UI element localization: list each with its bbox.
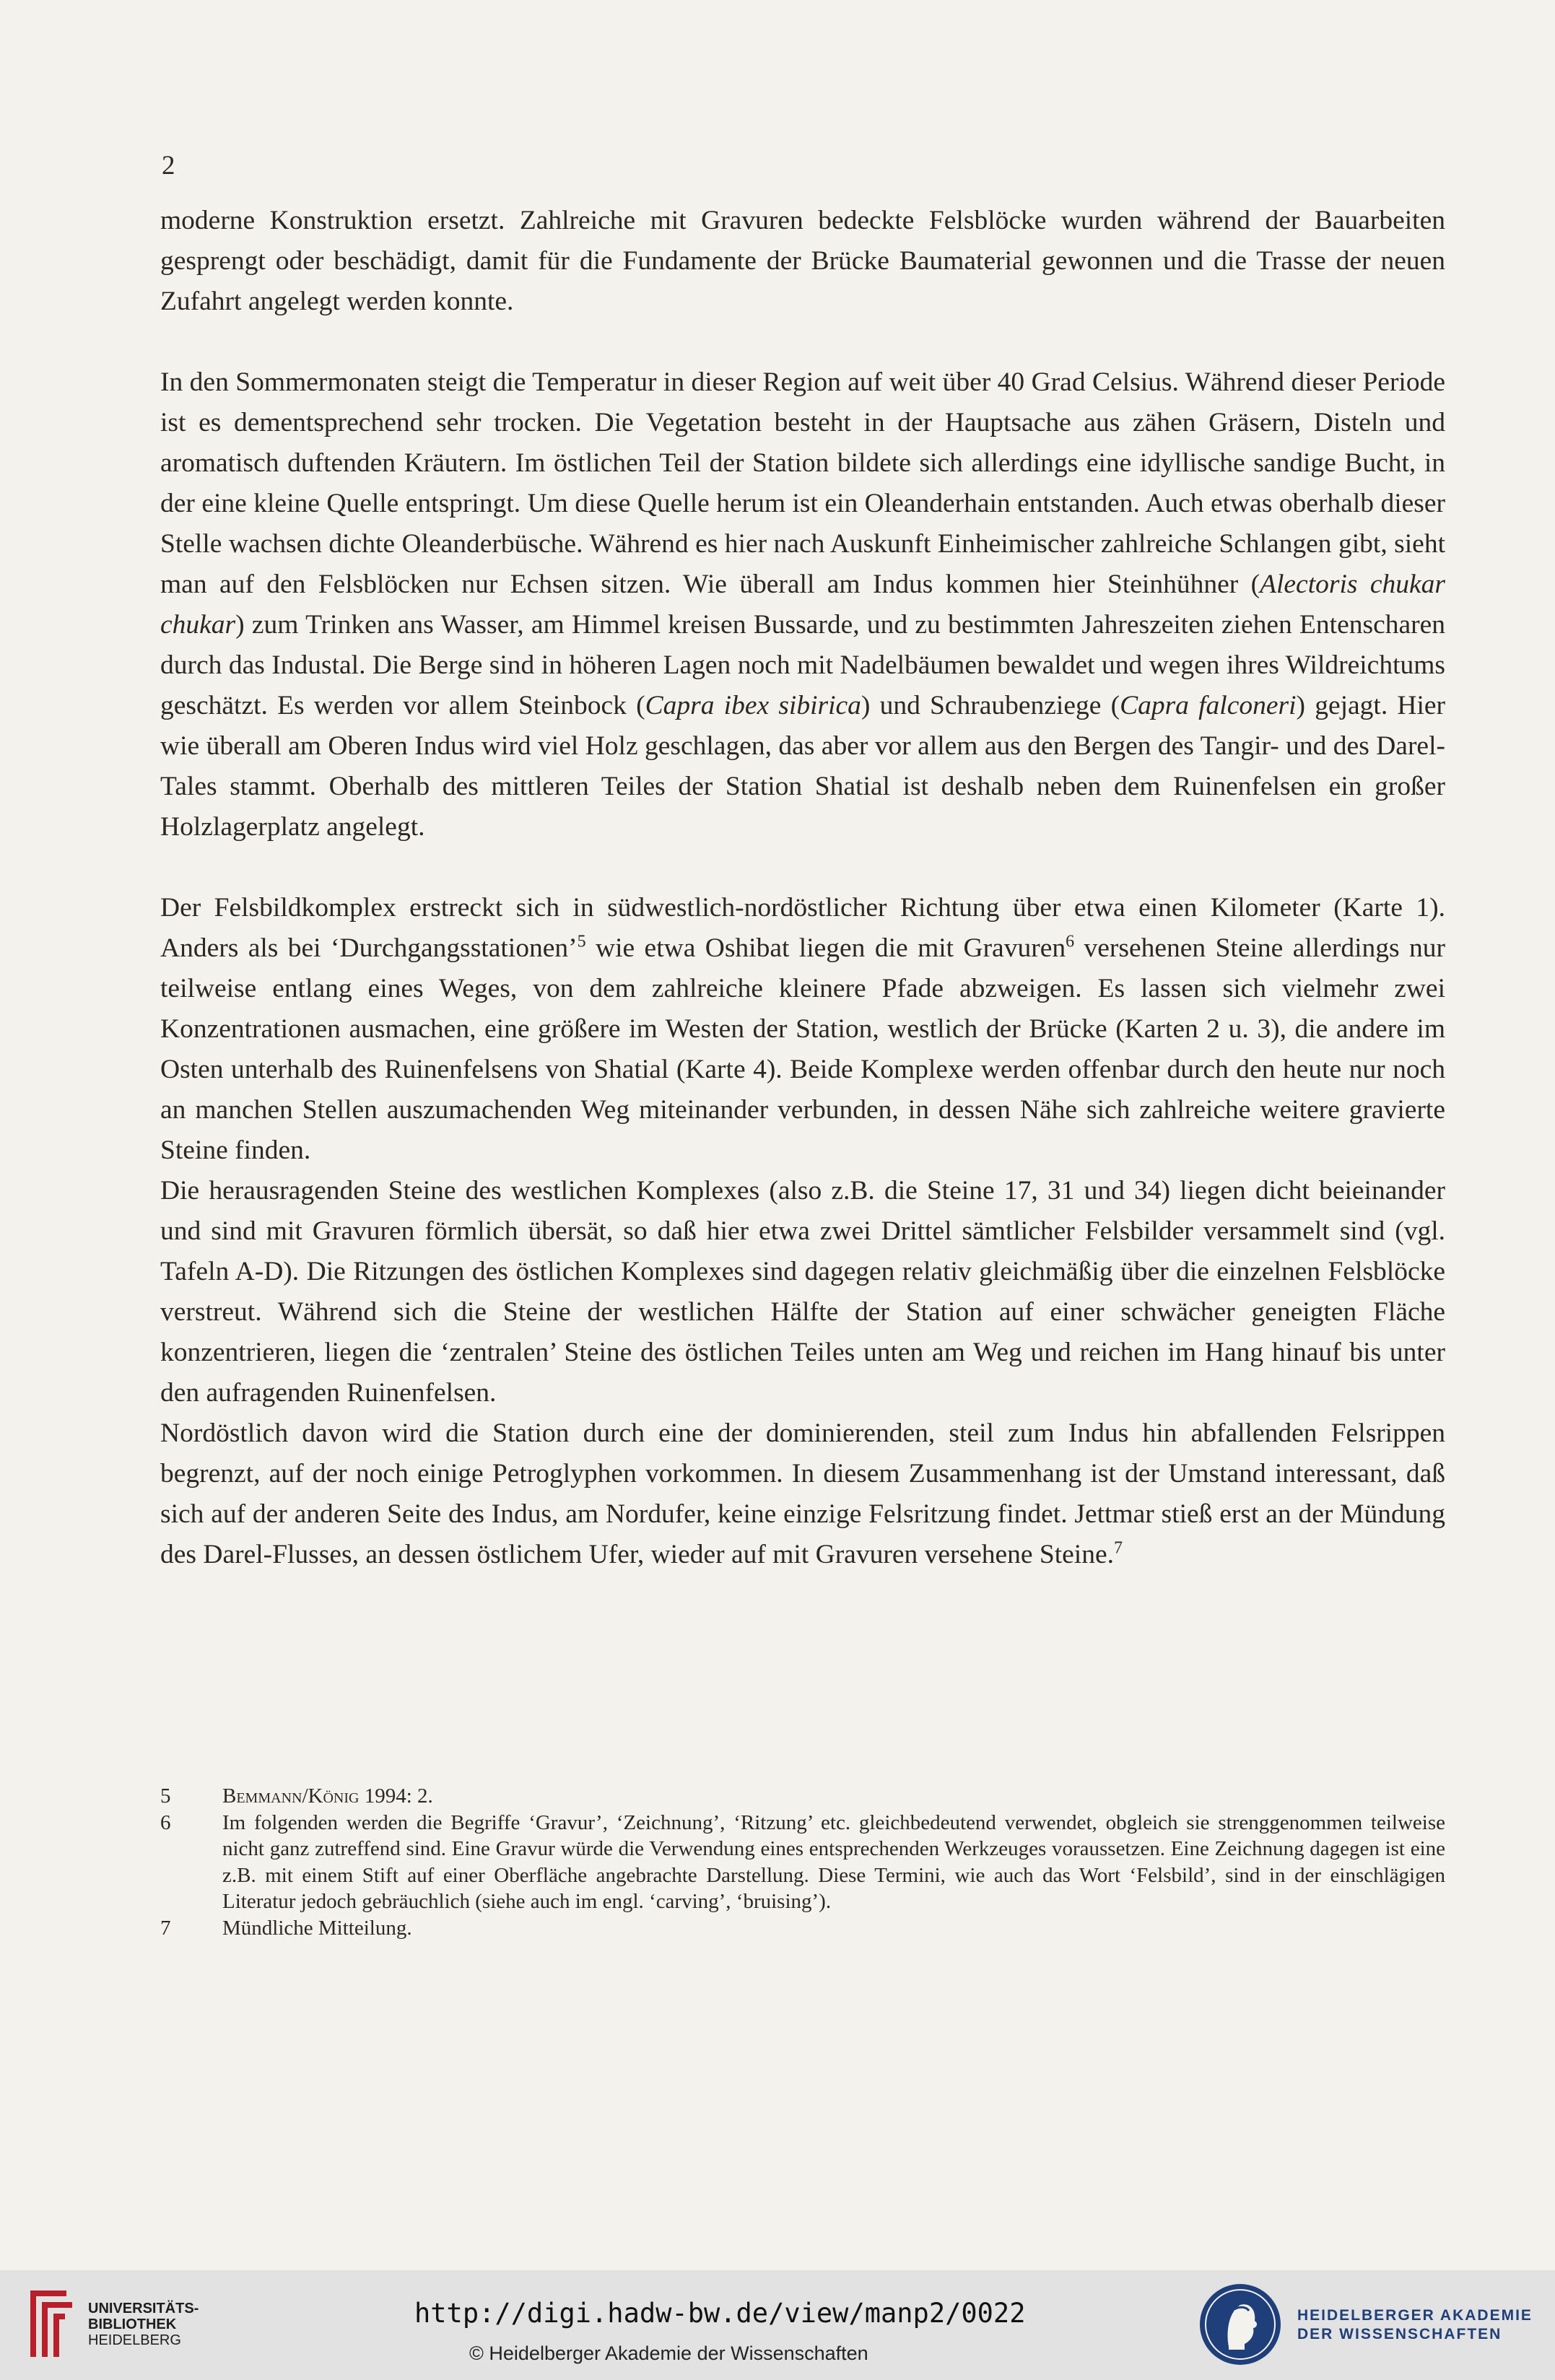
page-number: 2 xyxy=(162,151,175,180)
paragraph-3: Der Felsbildkomplex erstreckt sich in südwestlich-nordöstlicher Richtung über etwa einen Kilometer (Karte 1). Anders als bei ‘Durchgangsstationen’$^5$ wie etwa Oshibat liegen die mit Gravuren$^6$ versehenen Steine allerdings nur teilweise entlang eines Weges, von dem zahlreiche kleinere Pfade abzweigen. Es lassen sich vielmehr zwei Konzentrationen ausmachen, eine größere im Westen der Station, westlich der Brücke (Karten 2 u. 3), die andere im Osten unterhalb des Ruinenfelsens von Shatial (Karte 4). Beide Komplexe werden offenbar durch den heute nur noch an manchen Stellen auszumachenden Weg miteinander verbunden, in dessen Nähe sich zahlreiche weitere gravierte Steine finden. xyxy=(160,893,1445,1165)
footnote-number: 6 xyxy=(160,1810,171,1834)
footnote xyxy=(160,1810,1445,1915)
footnote xyxy=(160,1915,1445,1942)
copyright-notice: © Heidelberger Akademie der Wissenschaften xyxy=(469,2342,868,2364)
footnote-ref[interactable]: 6 xyxy=(1066,932,1075,951)
university-library-name[interactable]: UNIVERSITÄTS- BIBLIOTHEK HEIDELBERG xyxy=(88,2301,199,2348)
paragraph-4: Die herausragenden Steine des westlichen Komplexes (also z.B. die Steine 17, 31 und 34) liegen dicht beieinander und sind mit Gravuren förmlich übersät, so daß hier etwa zwei Drittel sämtlicher Felsbilder versammelt sind (vgl. Tafeln A-D). Die Ritzungen des östlichen Komplexes sind dagegen relativ gleichmäßig über die einzelnen Felsblöcke verstreut. Während sich die Steine der westlichen Hälfte der Station auf einer schwächer geneigten Fläche konzentrieren, liegen die ‘zentralen’ Steine des östlichen Teiles unten am Weg und reichen im Hang hinauf bis unter den aufragenden Ruinenfelsen. xyxy=(160,1176,1445,1408)
paragraph-1: moderne Konstruktion ersetzt. Zahlreiche mit Gravuren bedeckte Felsblöcke wurden während der Bauarbeiten gesprengt oder beschädigt, damit für die Fundamente der Brücke Baumaterial gewonnen und die Trasse der neuen Zufahrt angelegt werden konnte. xyxy=(160,206,1445,316)
footnote-number: 5 xyxy=(160,1784,171,1808)
body-text xyxy=(160,201,1445,1575)
permalink-url[interactable]: http://digi.hadw-bw.de/view/manp2/0022 xyxy=(414,2298,1026,2329)
footer-bar xyxy=(0,2270,1555,2380)
species-name: Capra ibex sibirica xyxy=(645,691,861,720)
footnote-text: Im folgenden werden die Begriffe ‘Gravur’, ‘Zeichnung’, ‘Ritzung’ etc. gleichbedeutend verwendet, obgleich sie strenggenommen teilweise nicht ganz zutreffend sind. Eine Gravur würde die Verwendung eines entsprechenden Werkzeuges voraussetzen. Eine Zeichnung dagegen ist eine z.B. mit einem Stift auf einer Oberfläche angebrachte Darstellung. Diese Termini, wie auch das Wort ‘Felsbild’, sind in der einschlägigen Literatur jedoch gebräuchlich (siehe auch im engl. ‘carving’, ‘bruising’). xyxy=(222,1810,1445,1913)
academy-name[interactable]: HEIDELBERGER AKADEMIE DER WISSENSCHAFTEN xyxy=(1297,2307,1533,2342)
university-library-logo-icon[interactable] xyxy=(20,2285,77,2363)
footnotes xyxy=(160,1783,1445,1941)
academy-seal-icon[interactable] xyxy=(1197,2280,1284,2368)
footnote-ref[interactable]: 7 xyxy=(1113,1538,1123,1558)
species-name: Capra falconeri xyxy=(1120,691,1297,720)
footnote-text: Mündliche Mitteilung. xyxy=(222,1916,412,1940)
footnote-text: Bemmann/König 1994: 2. xyxy=(222,1784,433,1808)
footnote xyxy=(160,1783,1445,1810)
species-name: Alectoris chukar chukar xyxy=(160,570,1445,640)
footnote-ref[interactable]: 5 xyxy=(577,932,586,951)
paragraph-5: Nordöstlich davon wird die Station durch eine der dominierenden, steil zum Indus hin abfallenden Felsrippen begrenzt, auf der noch einige Petroglyphen vorkommen. In diesem Zusammenhang ist der Umstand interessant, daß sich auf der anderen Seite des Indus, am Nordufer, keine einzige Felsritzung findet. Jettmar stieß erst an der Mündung des Darel-Flusses, an dessen östlichem Ufer, wieder auf mit Gravuren versehene Steine.$^7$ xyxy=(160,1418,1445,1569)
footnote-number: 7 xyxy=(160,1916,171,1940)
paragraph-2: In den Sommermonaten steigt die Temperatur in dieser Region auf weit über 40 Grad Celsius. Während dieser Periode ist es dementsprechend sehr trocken. Die Vegetation besteht in der Hauptsache aus zähen Gräsern, Disteln und aromatisch duftenden Kräutern. Im östlichen Teil der Station bildete sich allerdings eine idyllische sandige Bucht, in der eine kleine Quelle entspringt. Um diese Quelle herum ist ein Oleanderhain entstanden. Auch etwas oberhalb dieser Stelle wachsen dichte Oleanderbüsche. Während es hier nach Auskunft Einheimischer zahlreiche Schlangen gibt, sieht man auf den Felsblöcken nur Echsen sitzen. Wie überall am Indus kommen hier Steinhühner (Alectoris chukar chukar) zum Trinken ans Wasser, am Himmel kreisen Bussarde, und zu bestimmten Jahreszeiten ziehen Entenscharen durch das Industal. Die Berge sind in höheren Lagen noch mit Nadelbäumen bewaldet und wegen ihres Wildreichtums geschätzt. Es werden vor allem Steinbock (Capra ibex sibirica) und Schraubenziege (Capra falconeri) gejagt. Hier wie überall am Oberen Indus wird viel Holz geschlagen, das aber vor allem aus den Bergen des Tangir- und des Darel-Tales stammt. Oberhalb des mittleren Teiles der Station Shatial ist deshalb neben dem Ruinenfelsen ein großer Holzlagerplatz angelegt. xyxy=(160,367,1446,842)
